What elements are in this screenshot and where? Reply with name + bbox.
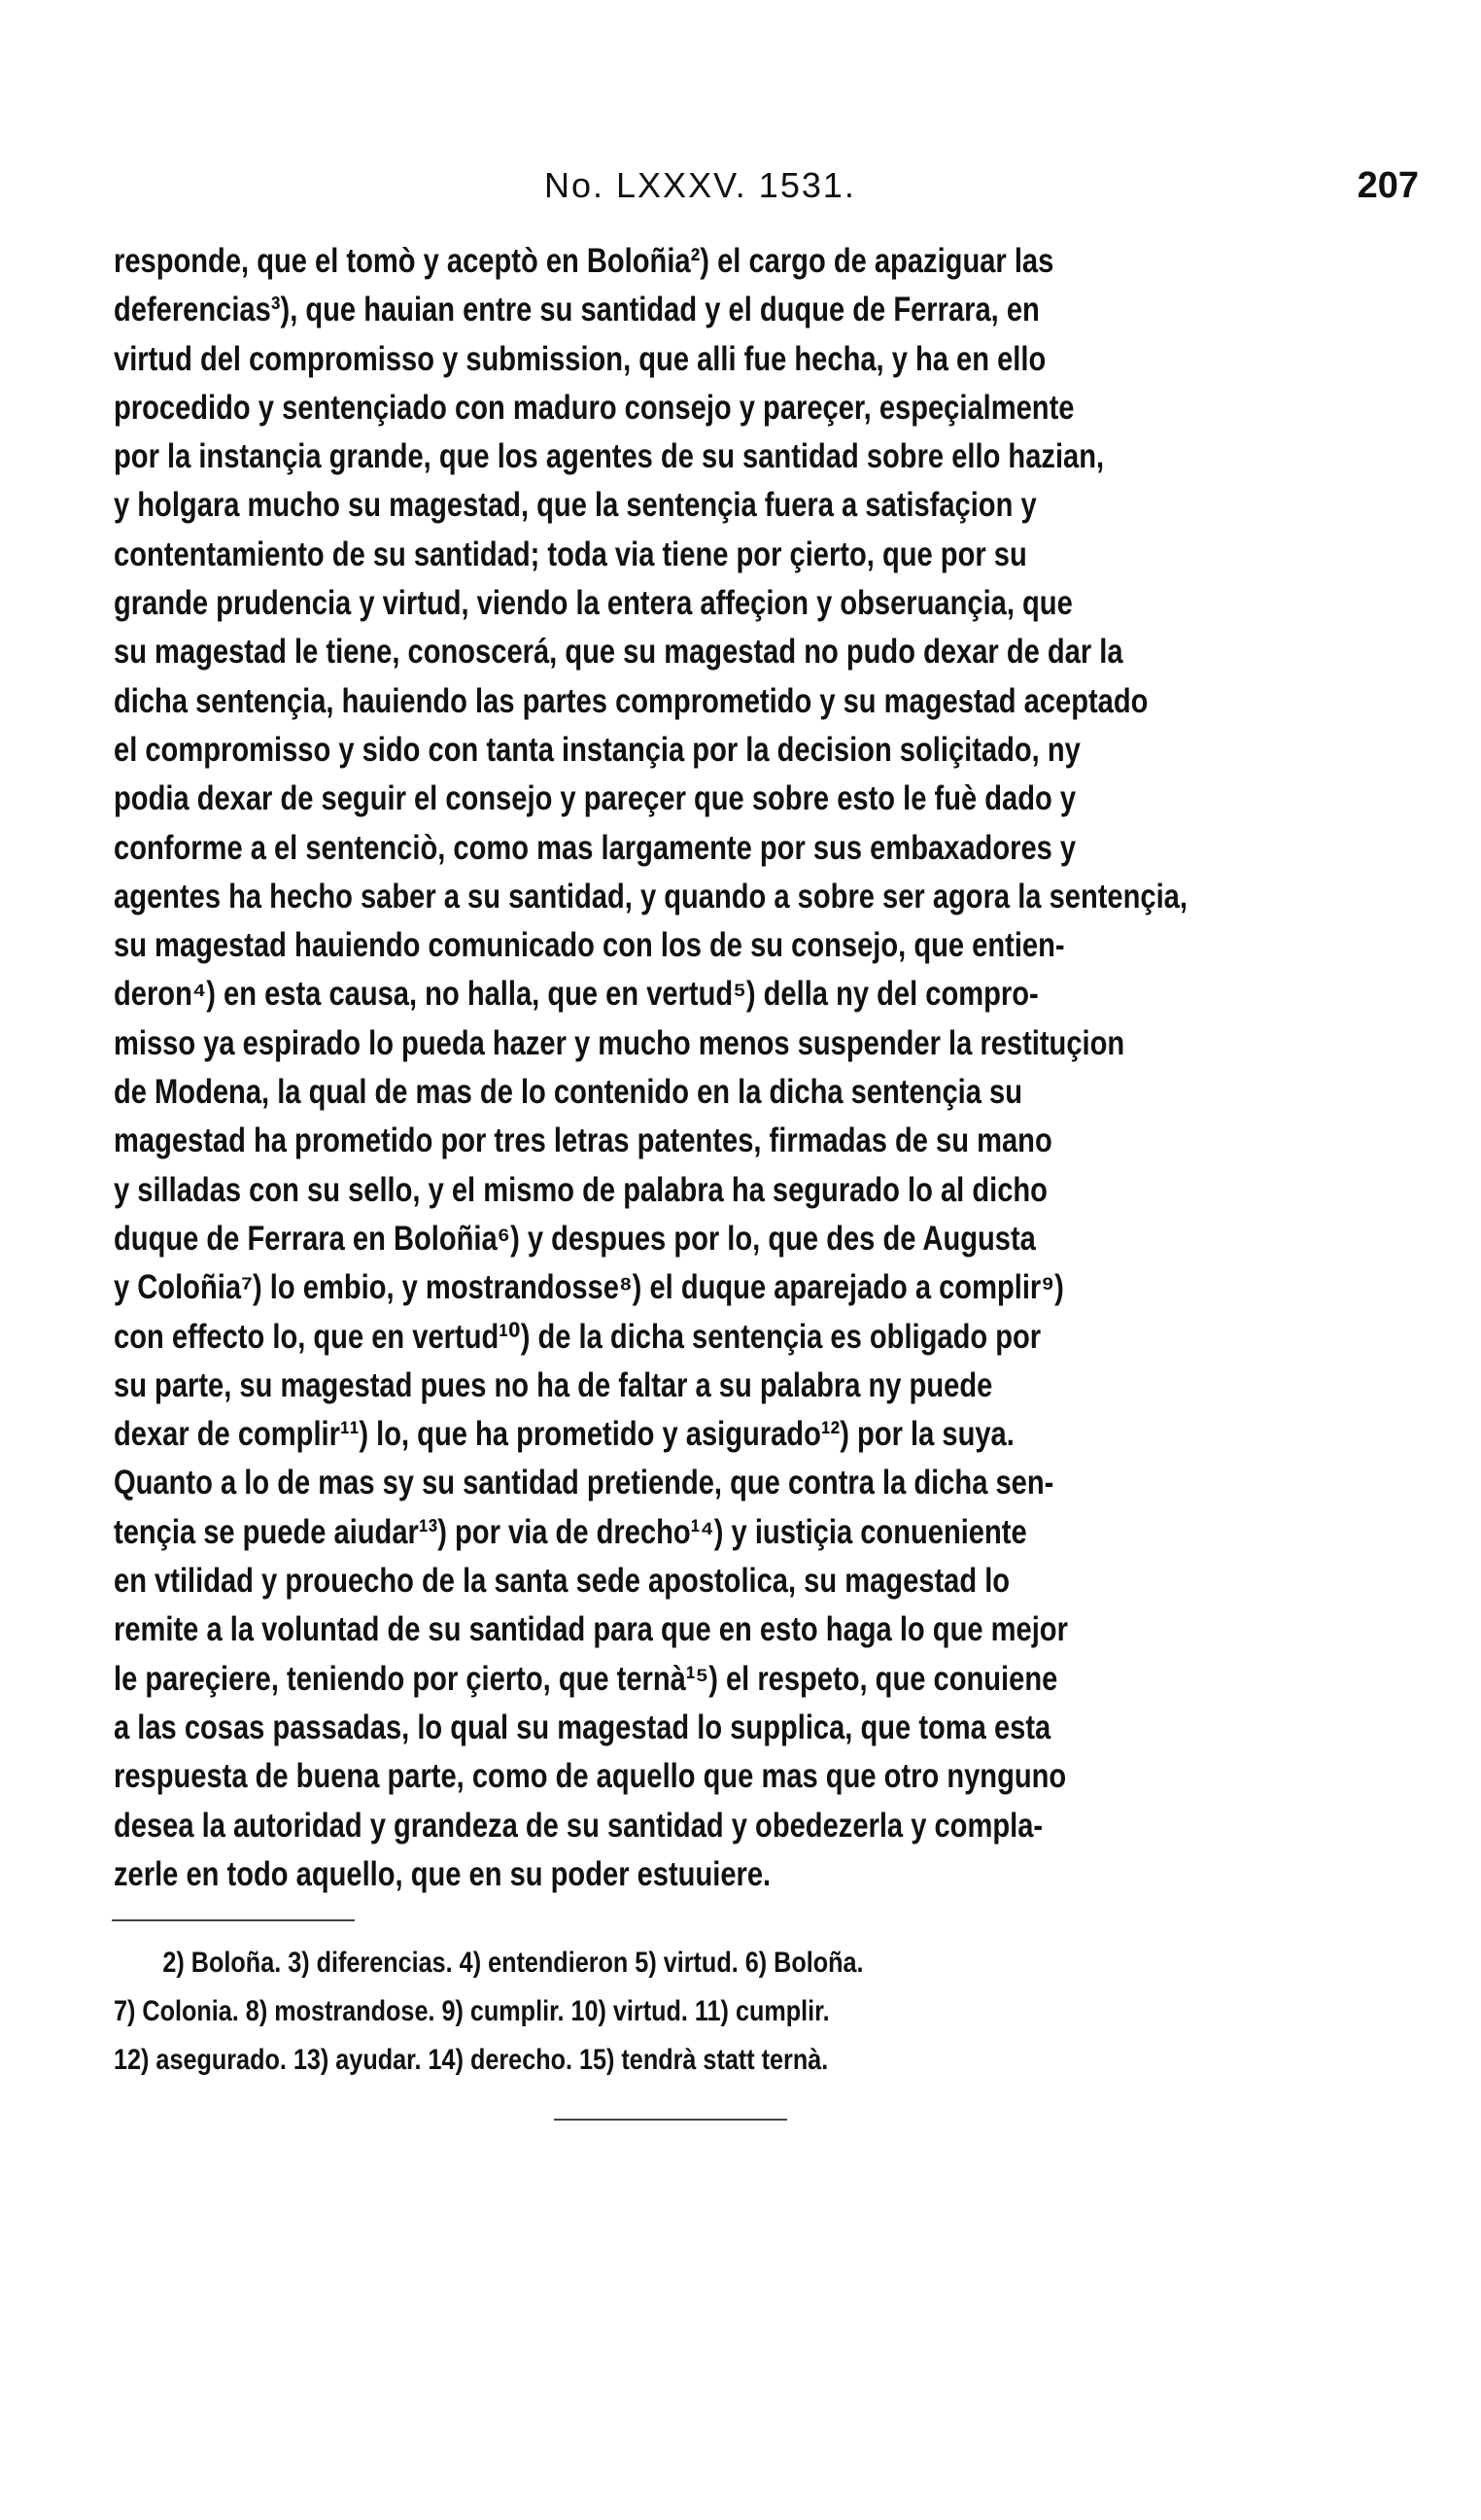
text-line: agentes ha hecho saber a su santidad, y quando a sobre ser agora la sentençia,	[114, 876, 1188, 915]
running-title: No. LXXXV. 1531.	[544, 165, 856, 205]
text-line: y silladas con su sello, y el mismo de palabra ha segurado lo al dicho	[114, 1169, 1048, 1209]
text-line: responde, que el tomò y aceptò en Boloñia²) el cargo de apaziguar las	[114, 241, 1054, 280]
text-line: y holgara mucho su magestad, que la sentençia fuera a satisfaçion y	[114, 485, 1037, 525]
text-line: su parte, su magestad pues no ha de faltar a su palabra ny puede	[114, 1364, 993, 1404]
page-number: 207	[1357, 165, 1419, 206]
text-line: misso ya espirado lo pueda hazer y mucho menos suspender la restituçion	[114, 1022, 1125, 1062]
footnote-separator	[112, 1919, 355, 1921]
text-line: zerle en todo aquello, que en su poder estuuiere.	[114, 1853, 772, 1893]
text-line: duque de Ferrara en Boloñia⁶) y despues por lo, que des de Augusta	[114, 1218, 1036, 1258]
text-line: conforme a el sentenciò, como mas largamente por sus embaxadores y	[114, 827, 1077, 867]
text-line: de Modena, la qual de mas de lo contenido en la dicha sentençia su	[114, 1072, 1022, 1112]
text-line: Quanto a lo de mas sy su santidad pretiende, que contra la dicha sen-	[114, 1463, 1054, 1502]
main-text	[114, 236, 1188, 1898]
text-line: por la instançia grande, que los agentes de su santidad sobre ello hazian,	[114, 436, 1105, 476]
text-line: su magestad le tiene, conoscerá, que su magestad no pudo dexar de dar la	[114, 632, 1123, 672]
page-header	[544, 165, 1419, 214]
text-line: dicha sentençia, hauiendo las partes comprometido y su magestad aceptado	[114, 680, 1149, 720]
text-line: dexar de complir¹¹) lo, que ha prometido y asigurado¹²) por la suya.	[114, 1414, 1015, 1454]
text-line: le pareçiere, teniendo por çierto, que ternà¹⁵) el respeto, que conuiene	[114, 1658, 1058, 1698]
text-line: virtud del compromisso y submission, que alli fue hecha, y ha en ello	[114, 338, 1047, 378]
text-line: y Coloñia⁷) lo embio, y mostrandosse⁸) el duque aparejado a complir⁹)	[114, 1267, 1064, 1307]
text-line: procedido y sentençiado con maduro consejo y pareçer, espeçialmente	[114, 387, 1075, 427]
footnote-line: 12) asegurado. 13) ayudar. 14) derecho. 15) tendrà statt ternà.	[114, 2044, 829, 2076]
footnotes	[114, 1939, 1077, 2085]
text-line: su magestad hauiendo comunicado con los de su consejo, que entien-	[114, 925, 1065, 965]
text-line: tençia se puede aiudar¹³) por via de drecho¹⁴) y iustiçia conueniente	[114, 1511, 1027, 1551]
text-line: grande prudencia y virtud, viendo la entera affeçion y obseruançia, que	[114, 583, 1073, 623]
text-line: el compromisso y sido con tanta instançia por la decision soliçitado, ny	[114, 729, 1081, 769]
end-rule	[554, 2119, 787, 2121]
footnote-line: 7) Colonia. 8) mostrandose. 9) cumplir. 10) virtud. 11) cumplir.	[114, 1995, 830, 2027]
text-line: magestad ha prometido por tres letras patentes, firmadas de su mano	[114, 1121, 1052, 1160]
text-line: deferencias³), que hauian entre su santidad y el duque de Ferrara, en	[114, 290, 1040, 329]
text-line: en vtilidad y prouecho de la santa sede apostolica, su magestad lo	[114, 1561, 1011, 1601]
text-line: contentamiento de su santidad; toda via tiene por çierto, que por su	[114, 534, 1027, 573]
text-line: deron⁴) en esta causa, no halla, que en vertud⁵) della ny del compro-	[114, 974, 1039, 1014]
text-line: remite a la voluntad de su santidad para que en esto haga lo que mejor	[114, 1609, 1068, 1649]
text-line: podia dexar de seguir el consejo y pareçer que sobre esto le fuè dado y	[114, 778, 1077, 818]
text-line: desea la autoridad y grandeza de su santidad y obedezerla y compla-	[114, 1805, 1044, 1845]
text-line: respuesta de buena parte, como de aquello que mas que otro nynguno	[114, 1756, 1067, 1796]
text-line: a las cosas passadas, lo qual su magestad lo supplica, que toma esta	[114, 1707, 1051, 1746]
footnote-line: 2) Boloña. 3) diferencias. 4) entendieron 5) virtud. 6) Boloña.	[162, 1947, 864, 1979]
text-line: con effecto lo, que en vertud¹⁰) de la dicha sentençia es obligado por	[114, 1316, 1042, 1356]
